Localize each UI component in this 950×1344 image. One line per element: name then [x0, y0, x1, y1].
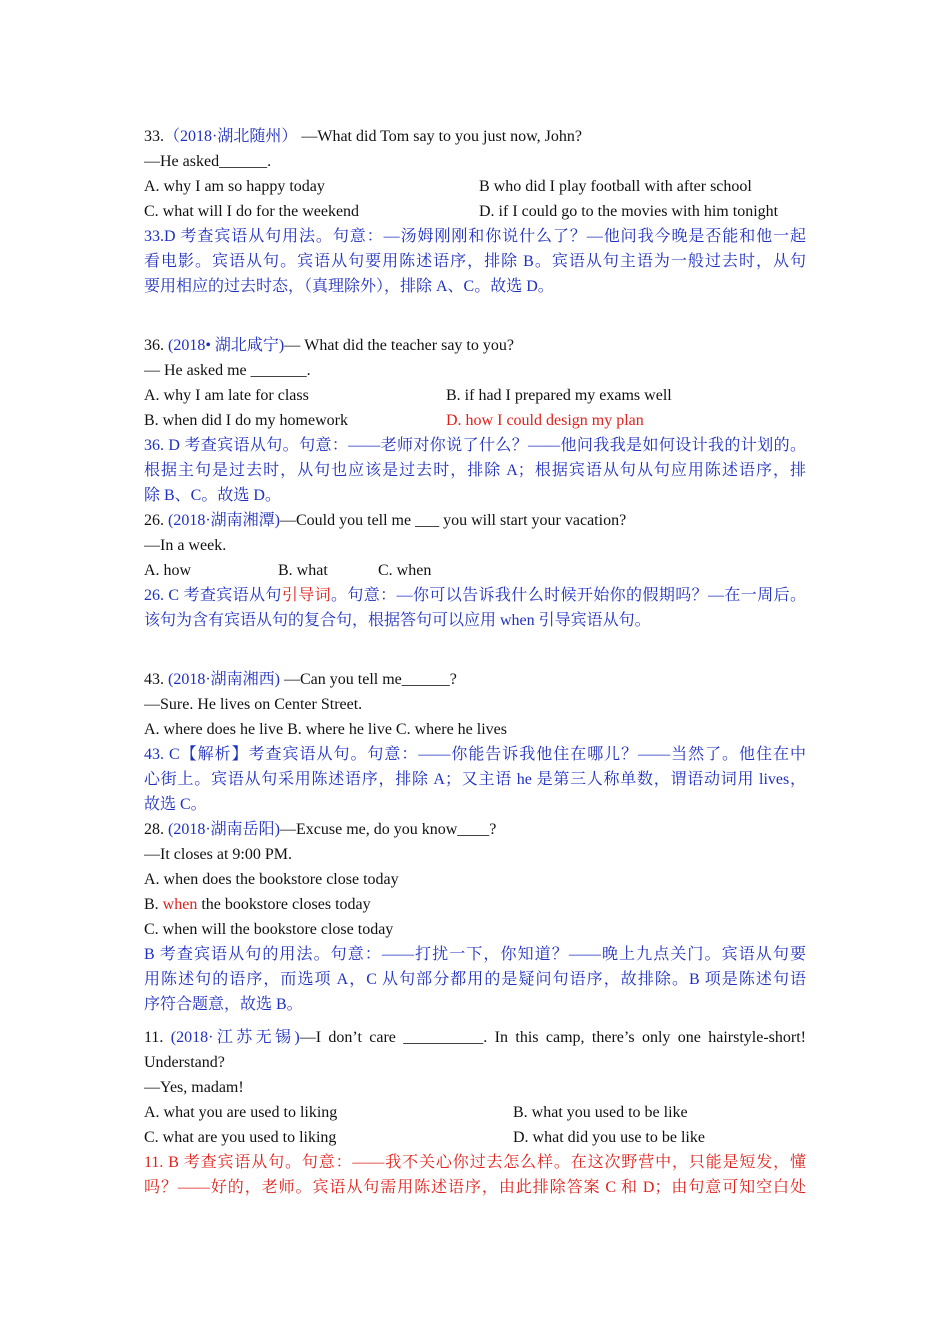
q26-option-b: B. what — [278, 562, 328, 579]
q36-option-d: D. how I could design my plan — [446, 412, 644, 429]
q26-option-c: C. when — [378, 562, 432, 579]
q33-response: —He asked______. — [144, 153, 272, 170]
q11-explanation-1: 11. B 考查宾语从句。句意：——我不关心你过去怎么样。在这次野营中，只能是短发，懂 — [144, 1154, 806, 1171]
q36-response: — He asked me _______. — [144, 362, 311, 379]
q26-explanation-2: 该句为含有宾语从句的复合句，根据答句可以应用 when 引导宾语从句。 — [144, 612, 651, 629]
q11-option-c: C. what are you used to liking — [144, 1129, 337, 1146]
q36-option-b: B. if had I prepared my exams well — [446, 387, 672, 404]
q33-option-c: C. what will I do for the weekend — [144, 203, 360, 220]
q36-source: (2018• 湖北咸宁) — [168, 337, 285, 354]
q36-explanation-3: 除 B、C。故选 D。 — [144, 487, 281, 504]
q33-options-ab — [144, 174, 806, 199]
q11-option-d: D. what did you use to be like — [513, 1129, 705, 1146]
q43-stem: 43. (2018·湖南湘西) —Can you tell me______? — [144, 671, 457, 688]
q33-options-cd — [144, 199, 806, 224]
q28-option-a: A. when does the bookstore close today — [144, 871, 399, 888]
q26-explanation-1: 26. C 考查宾语从句引导词。句意：—你可以告诉我什么时候开始你的假期吗？—在一周后。 — [144, 587, 806, 604]
q36-options-cd — [144, 408, 806, 433]
q43-explanation-1: 43. C【解析】考查宾语从句。句意：——你能告诉我他住在哪儿？——当然了。他住在中 — [144, 746, 806, 763]
q28-source: (2018·湖南岳阳) — [168, 821, 280, 838]
q11-explanation-2: 吗？——好的，老师。宾语从句需用陈述语序，由此排除答案 C 和 D；由句意可知空白处 — [144, 1179, 806, 1196]
q28-explanation-1: B 考查宾语从句的用法。句意：——打扰一下，你知道？——晚上九点关门。宾语从句要 — [144, 946, 806, 963]
q33-explanation-2: 看电影。宾语从句。宾语从句要用陈述语序，排除 B。宾语从句主语为一般过去时，从句 — [144, 253, 806, 270]
q43-explanation-3: 故选 C。 — [144, 796, 207, 813]
q33-explanation-3: 要用相应的过去时态，（真理除外），排除 A、C。故选 D。 — [144, 278, 554, 295]
q28-explanation-3: 序符合题意，故选 B。 — [144, 996, 303, 1013]
q33-option-b: B who did I play football with after school — [479, 178, 752, 195]
q36-explanation-1: 36. D 考查宾语从句。句意：——老师对你说了什么？——他问我我是如何设计我的计划的。 — [144, 437, 806, 454]
q36-option-a: A. why I am late for class — [144, 387, 309, 404]
q28-highlight: when — [162, 896, 198, 913]
q36-stem: 36. (2018• 湖北咸宁)— What did the teacher say to you? — [144, 337, 514, 354]
q28-option-c: C. when will the bookstore close today — [144, 921, 394, 938]
q11-option-b: B. what you used to be like — [513, 1104, 688, 1121]
q43-source: (2018·湖南湘西) — [168, 671, 280, 688]
q36-option-c: B. when did I do my homework — [144, 412, 348, 429]
q33-source: （2018·湖北随州） — [164, 128, 298, 145]
q43-explanation-2: 心街上。宾语从句采用陈述语序，排除 A；又主语 he 是第三人称单数，谓语动词用 lives， — [144, 771, 806, 788]
q28-stem: 28. (2018·湖南岳阳)—Excuse me, do you know____? — [144, 821, 497, 838]
q26-option-a: A. how — [144, 562, 192, 579]
q36-explanation-2: 根据主句是过去时，从句也应该是过去时，排除 A；根据宾语从句从句应用陈述语序，排 — [144, 462, 806, 479]
q33-stem: 33.（2018·湖北随州） —What did Tom say to you just now, John? — [144, 128, 582, 145]
q28-response: —It closes at 9:00 PM. — [144, 846, 292, 863]
q11-response: —Yes, madam! — [144, 1079, 244, 1096]
q26-source: (2018·湖南湘潭) — [168, 512, 280, 529]
q33-option-a: A. why I am so happy today — [144, 178, 325, 195]
q33-option-d: D. if I could go to the movies with him tonight — [479, 203, 779, 220]
q28-explanation-2: 用陈述句的语序，而选项 A，C 从句部分都用的是疑问句语序，故排除。B 项是陈述句语 — [144, 971, 806, 988]
q26-stem: 26. (2018·湖南湘潭)—Could you tell me ___ you will start your vacation? — [144, 512, 627, 529]
q33-explanation-1: 33.D 考查宾语从句用法。句意：—汤姆刚刚和你说什么了？—他问我今晚是否能和他一起 — [144, 228, 806, 245]
q11-stem-continued: Understand? — [144, 1054, 225, 1071]
q11-options-cd — [144, 1125, 806, 1150]
q26-options — [144, 558, 806, 583]
q43-response: —Sure. He lives on Center Street. — [144, 696, 363, 713]
q26-highlight: 引导词 — [281, 587, 331, 604]
q11-source: (2018·江苏无锡) — [170, 1029, 300, 1046]
q36-options-ab — [144, 383, 806, 408]
q11-stem: 11. (2018·江苏无锡)—I don’t care __________. In this camp, there’s only one hairstyle-short! — [144, 1029, 806, 1046]
q28-option-b: B. when the bookstore closes today — [144, 896, 371, 913]
q11-option-a: A. what you are used to liking — [144, 1104, 338, 1121]
q26-response: —In a week. — [144, 537, 227, 554]
q43-options: A. where does he live B. where he live C. where he lives — [144, 721, 507, 738]
q11-options-ab — [144, 1100, 806, 1125]
